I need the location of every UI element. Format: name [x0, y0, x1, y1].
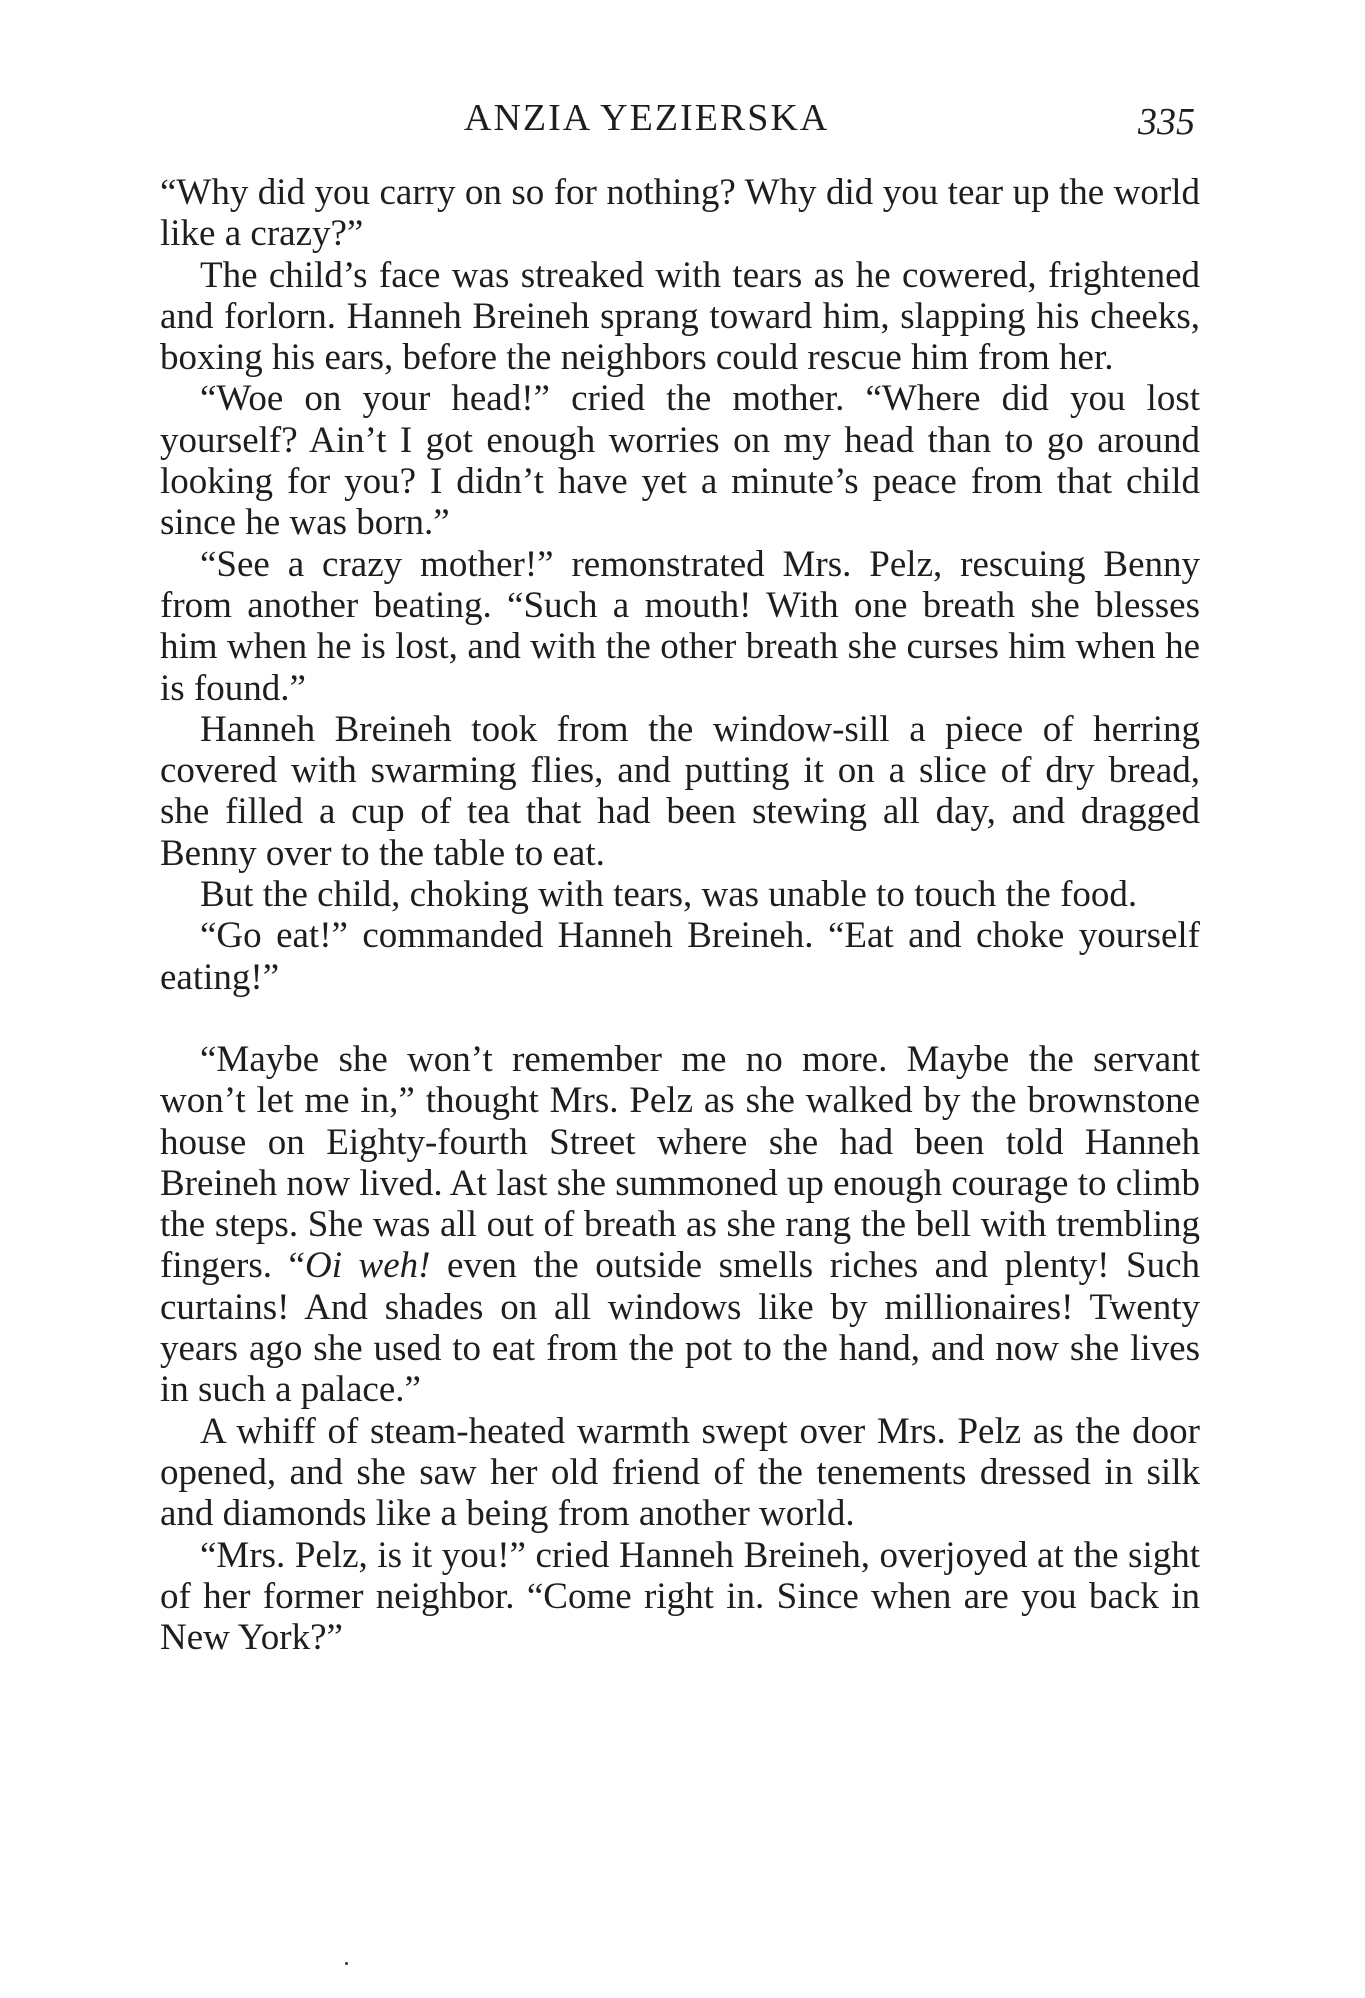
paragraph-8: [160, 1039, 1200, 1411]
paragraph-1: “Why did you carry on so for nothing? Why did you tear up the world like a crazy?”: [160, 172, 1200, 255]
paragraph-9: A whiff of steam-heated warmth swept over Mrs. Pelz as the door opened, and she saw her old friend of the tenements dressed in silk and diamonds like a being from another world.: [160, 1410, 1200, 1535]
paragraph-8-after: even the outside smells riches and plenty! Such curtains! And shades on all windows like by millionaires! Twenty years ago she used to eat from the pot to the hand, and now she lives in such a palace.”: [160, 1245, 1200, 1411]
paragraph-8-before: “Maybe she won’t remember me no more. Maybe the servant won’t let me in,” thought Mrs. Pelz as she walked by the brownstone house on Eighty-fourth Street where she had been told Hanneh Breineh now lived. At last she summoned up enough courage to climb the steps. She was all out of breath as she rang the bell with trembling fingers. “: [160, 1038, 1200, 1287]
paragraph-10: “Mrs. Pelz, is it you!” cried Hanneh Breineh, overjoyed at the sight of her former neighbor. “Come right in. Since when are you back in New York?”: [160, 1534, 1200, 1659]
running-head: [0, 88, 1365, 148]
running-title: ANZIA YEZIERSKA: [464, 97, 830, 139]
paragraph-3: “Woe on your head!” cried the mother. “Where did you lost yourself? Ain’t I got enough worries on my head than to go around looking for you? I didn’t have yet a minute’s peace from that child since he was born.”: [160, 378, 1200, 544]
paragraph-7: “Go eat!” commanded Hanneh Breineh. “Eat and choke yourself eating!”: [160, 915, 1200, 998]
paragraph-5: Hanneh Breineh took from the window-sill a piece of herring covered with swarming flies, and putting it on a slice of dry bread, she filled a cup of tea that had been stewing all day, and dragged Benny over to the table to eat.: [160, 708, 1200, 874]
page-number: 335: [1138, 101, 1195, 143]
text-body: [160, 172, 1200, 1658]
ink-speck: [345, 1962, 348, 1965]
section-break: [160, 998, 1200, 1039]
paragraph-6: But the child, choking with tears, was unable to touch the food.: [200, 874, 1138, 916]
paragraph-4: “See a crazy mother!” remonstrated Mrs. Pelz, rescuing Benny from another beating. “Such a mouth! With one breath she blesses him when he is lost, and with the other breath she curses him when he is found.”: [160, 543, 1200, 709]
paragraph-8-italic: Oi weh!: [304, 1245, 431, 1287]
paragraph-2: The child’s face was streaked with tears as he cowered, frightened and forlorn. Hanneh Breineh sprang toward him, slapping his cheeks, boxing his ears, before the neighbors could rescue him from her.: [160, 254, 1200, 379]
